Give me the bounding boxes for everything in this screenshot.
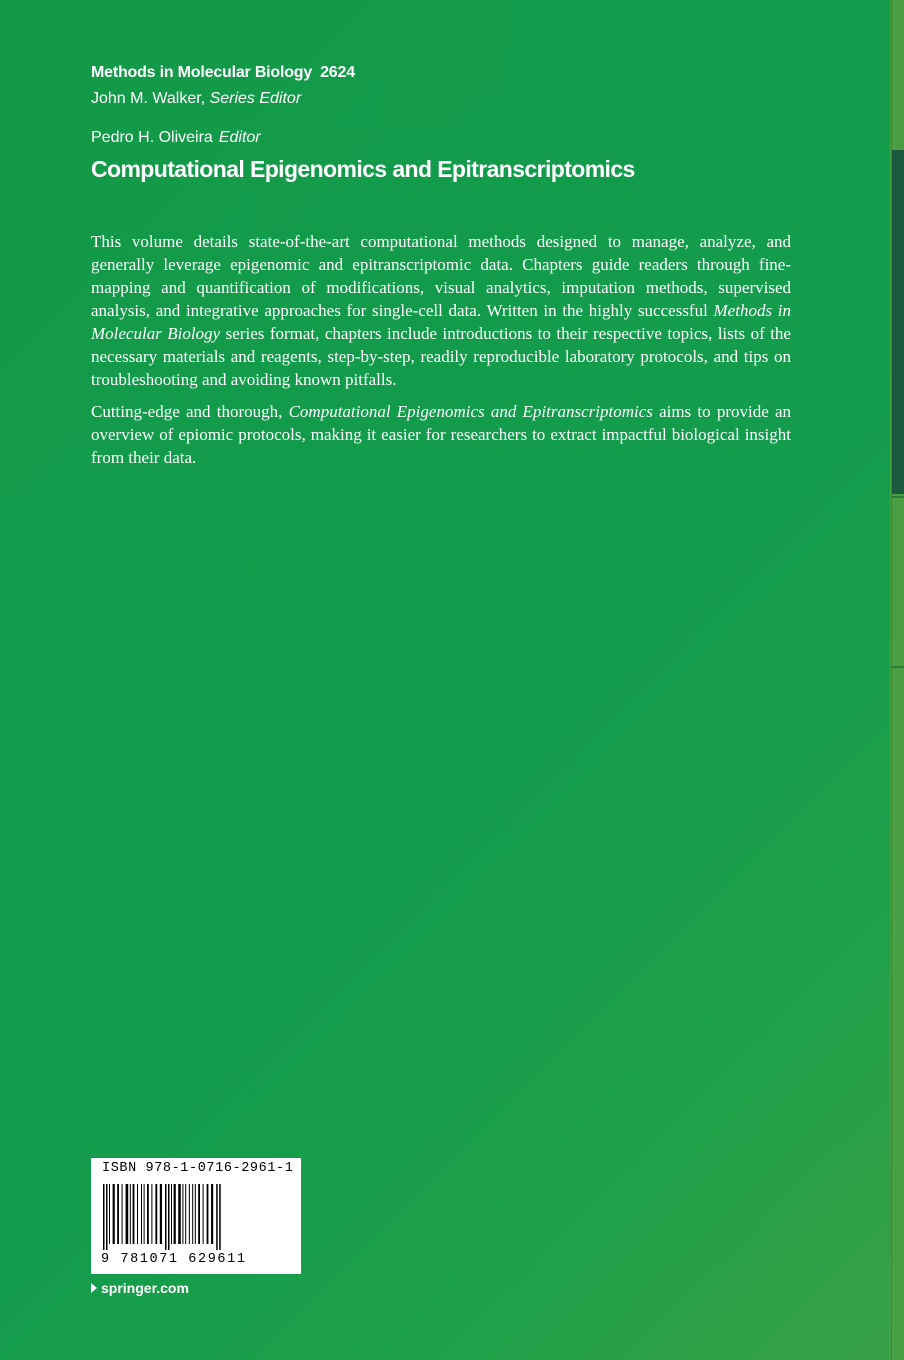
description-text: series format, chapters include introductions to their respective topics, lists of the necessary materials and reagents, step-by-step, readily reproducible laboratory protocols, and tips on troubleshooting and avoiding known pitfalls. <box>91 324 791 389</box>
series-heading <box>91 64 355 82</box>
volume-editor-name: Pedro H. Oliveira <box>91 129 213 146</box>
isbn-barcode-box <box>91 1158 301 1274</box>
spine-dark-band <box>892 150 904 494</box>
description-text: This volume details state-of-the-art computational methods designed to manage, analyze, and generally leverage epigenomic and epitranscriptomic data. Chapters guide readers through fine-mapping and quantification of modifications, visual analytics, imputation methods, supervised analysis, and integrative approaches for single-cell data. Written in the highly successful <box>91 232 791 320</box>
publisher-link[interactable] <box>91 1280 189 1296</box>
spine-edge <box>890 0 904 1360</box>
isbn-label: ISBN 978-1-0716-2961-1 <box>102 1161 294 1176</box>
series-volume: 2624 <box>320 64 355 81</box>
book-title: Computational Epigenomics and Epitranscriptomics <box>91 156 635 182</box>
description-text: Cutting-edge and thorough, <box>91 402 289 421</box>
volume-editor-role: Editor <box>218 129 261 146</box>
spine-separator <box>892 666 904 668</box>
publisher-url: springer.com <box>101 1280 189 1296</box>
series-editor-role: Series Editor <box>209 90 302 107</box>
book-description <box>91 230 791 478</box>
spine-separator <box>892 496 904 498</box>
book-title-italic: Computational Epigenomics and Epitranscriptomics <box>288 402 653 421</box>
barcode-digits: 9 781071 629611 <box>101 1252 247 1267</box>
description-text: aims to provide an overview of epiomic protocols, making it easier for researchers to extract impactful biological insight from their data. <box>91 402 791 467</box>
barcode-icon <box>101 1184 291 1250</box>
description-paragraph <box>91 400 791 469</box>
series-editor <box>91 90 301 108</box>
description-paragraph <box>91 230 791 391</box>
series-name-italic: Methods in Molecular Biology <box>91 301 791 343</box>
volume-editor <box>91 129 261 147</box>
series-editor-name: John M. Walker, <box>91 90 206 107</box>
arrow-right-icon <box>91 1283 97 1293</box>
series-name: Methods in Molecular Biology <box>91 64 313 81</box>
